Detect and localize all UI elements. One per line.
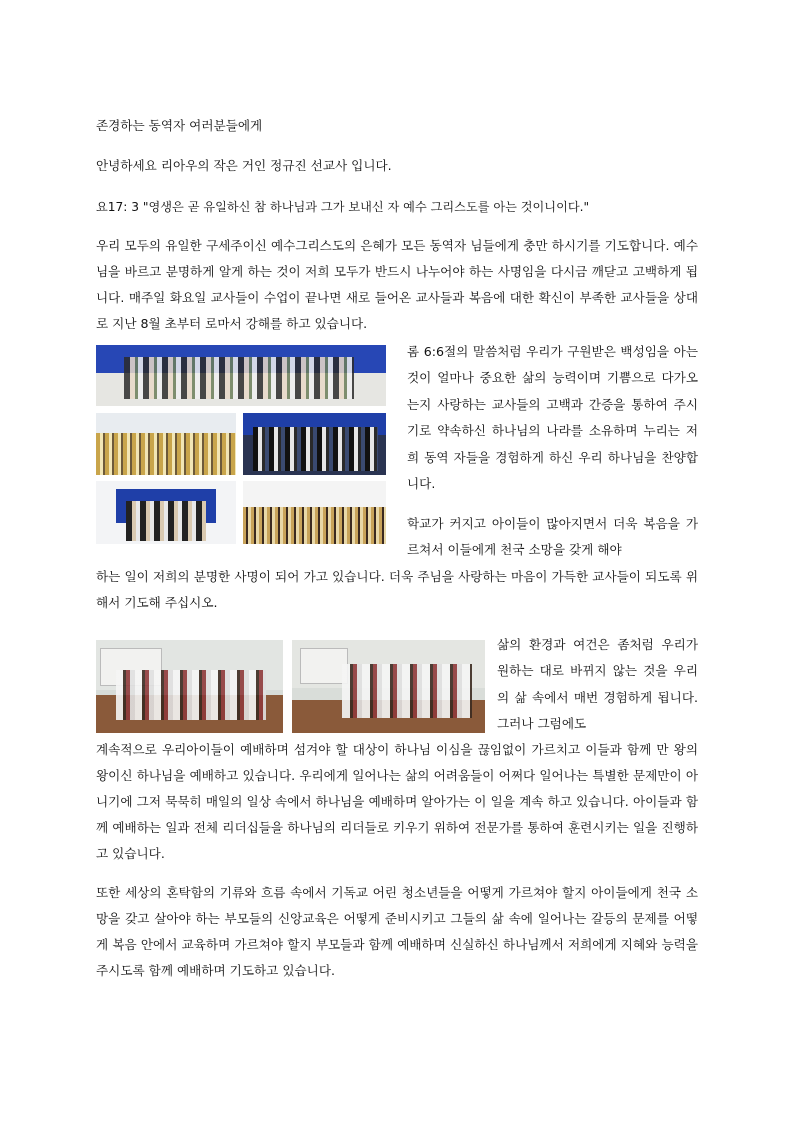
- paragraph-4: 또한 세상의 혼탁함의 기류와 흐름 속에서 기독교 어린 청소년들을 어떻게 가르쳐야 할지 아이들에게 천국 소망을 갖고 살아야 하는 부모들의 신앙교육은 어떻게 준비시키고 그들의 삶 속에 일어나는 갈등의 문제를 어떻게 복음 안에서 교육하며 가르쳐야 할지 부모들과 함께 예배하며 신실하신 하나님께서 저희에게 지혜와 능력을 주시도록 함께 예배하며 기도하고 있습니다.: [96, 885, 698, 978]
- bible-verse: 요17: 3 "영생은 곧 유일하신 참 하나님과 그가 보내신 자 예수 그리스도를 아는 것이니이다.": [96, 200, 590, 214]
- paragraph-3-start: 삶의 환경과 여건은 좀처럼 우리가 원하는 대로 바뀌지 않는 것을 우리의 삶 속에서 매번 경험하게 됩니다. 그러나 그럼에도: [497, 637, 698, 732]
- classroom-photo-1: [96, 640, 283, 733]
- crowd-photo: [243, 481, 386, 544]
- classroom-photo-2: [292, 640, 485, 733]
- paragraph-1-continued: 롬 6:6절의 말씀처럼 우리가 구원받은 백성임을 아는 것이 얼마나 중요한 삶의 능력이며 기쁨으로 다가오는지 사랑하는 교사들의 고백과 간증을 통하여 주시기로 약속하신 하나님의 나라를 소유하며 누리는 저희 동역 자들을 경험하게 하신 우리 하나님을 찬양합니다.: [407, 344, 698, 492]
- paragraph-1: 우리 모두의 유일한 구세주이신 예수그리스도의 은혜가 모든 동역자 님들에게 충만 하시기를 기도합니다. 예수님을 바르고 분명하게 알게 하는 것이 저희 모두가 반드시 나누어야 하는 사명임을 다시금 깨닫고 고백하게 됩니다. 매주일 화요일 교사들이 수업이 끝나면 새로 들어온 교사들과 복음에 대한 확신이 부족한 교사들을 상대로 지난 8월 초부터 로마서 강해를 하고 있습니다.: [96, 238, 698, 331]
- paragraph-2-start: 학교가 커지고 아이들이 많아지면서 더욱 복음을 가르쳐서 이들에게 천국 소망을 갖게 해야: [407, 516, 698, 558]
- salutation: 존경하는 동역자 여러분들에게: [96, 118, 263, 133]
- teachers-on-stage-photo: [243, 413, 386, 475]
- group-photo-stage: [96, 345, 386, 406]
- paragraph-2: 하는 일이 저희의 분명한 사명이 되어 가고 있습니다. 더욱 주님을 사랑하는 마음이 가득한 교사들이 되도록 위해서 기도해 주십시오.: [96, 569, 698, 610]
- ceremony-photo: [96, 481, 236, 544]
- assembly-hall-photo: [96, 413, 236, 475]
- paragraph-3: 계속적으로 우리아이들이 예배하며 섬겨야 할 대상이 하나님 이심을 끊임없이 가르치고 이들과 함께 만 왕의 왕이신 하나님을 예배하고 있습니다. 우리에게 일어나는 삶의 어려움들이 어쩌다 일어나는 특별한 문제만이 아니기에 그저 묵묵히 매일의 일상 속에서 하나님을 예배하며 알아가는 이 일을 계속 하고 있습니다. 아이들과 함께 예배하는 일과 전체 리더십들을 하나님의 리더들로 키우기 위하여 전문가를 통하여 훈련시키는 일을 진행하고 있습니다.: [96, 742, 698, 861]
- greeting: 안녕하세요 리아우의 작은 거인 정규진 선교사 입니다.: [96, 158, 392, 173]
